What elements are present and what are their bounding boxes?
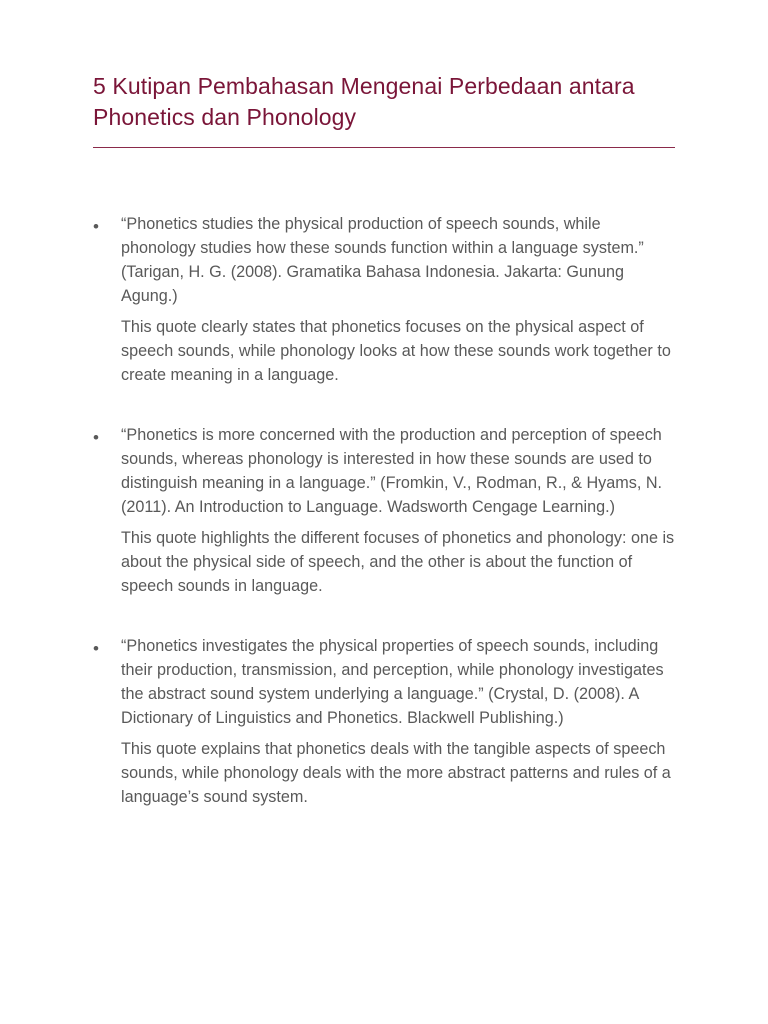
title-divider xyxy=(93,147,675,148)
quote-comment: This quote clearly states that phonetics focuses on the physical aspect of speech sounds, while phonology looks at how these sounds work together to create meaning in a language. xyxy=(121,318,671,384)
quote-text: “Phonetics investigates the physical properties of speech sounds, including their production, transmission, and perception, while phonology investigates the abstract sound system underlying a language.” (Crystal, D. (2008). A Dictionary of Linguistics and Phonetics. Blackwell Publishing.) xyxy=(121,637,664,727)
quote-item xyxy=(93,634,678,809)
page-title: 5 Kutipan Pembahasan Mengenai Perbedaan antara Phonetics dan Phonology xyxy=(93,73,635,130)
quote-comment: This quote highlights the different focuses of phonetics and phonology: one is about the physical side of speech, and the other is about the function of speech sounds in language. xyxy=(121,529,675,595)
quote-item xyxy=(93,212,678,387)
quote-item xyxy=(93,423,678,598)
quote-comment: This quote explains that phonetics deals with the tangible aspects of speech sounds, while phonology deals with the more abstract patterns and rules of a language’s sound system. xyxy=(121,740,671,806)
bullet-icon: • xyxy=(93,428,99,447)
quote-list xyxy=(93,212,678,845)
bullet-icon: • xyxy=(93,639,99,658)
quote-text: “Phonetics studies the physical production of speech sounds, while phonology studies how these sounds function within a language system.” (Tarigan, H. G. (2008). Gramatika Bahasa Indonesia. Jakarta: Gunung Agung.) xyxy=(121,215,644,305)
quote-text: “Phonetics is more concerned with the production and perception of speech sounds, whereas phonology is interested in how these sounds are used to distinguish meaning in a language.” (Fromkin, V., Rodman, R., & Hyams, N. (2011). An Introduction to Language. Wadsworth Cengage Learning.) xyxy=(121,426,663,516)
bullet-icon: • xyxy=(93,217,99,236)
